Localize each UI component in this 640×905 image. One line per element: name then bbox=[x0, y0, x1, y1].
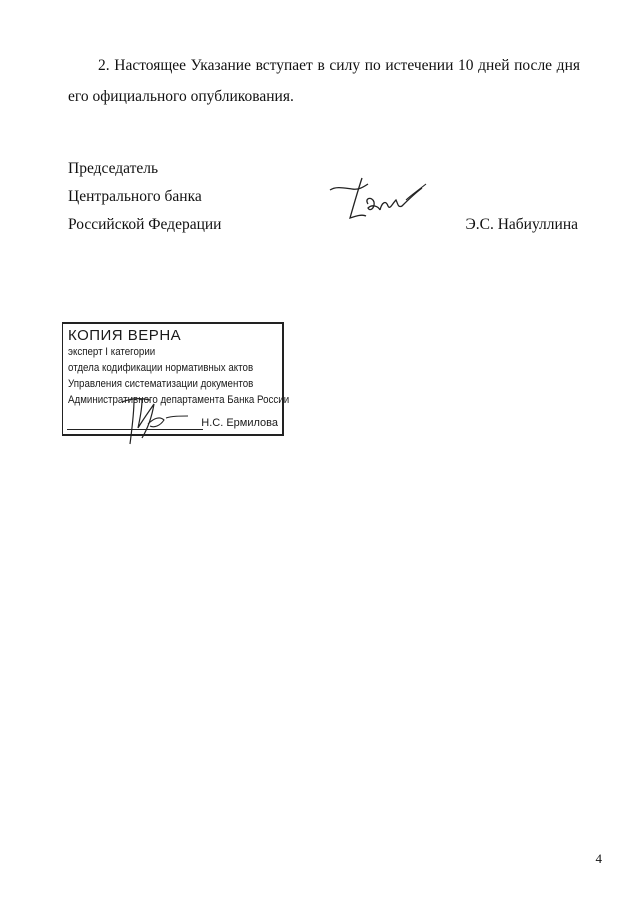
signer-title-line: Российской Федерации bbox=[68, 216, 222, 233]
handwritten-signature bbox=[322, 170, 432, 230]
paragraph-line-2: его официального опубликования. bbox=[68, 88, 294, 105]
signer-title-line: Председатель bbox=[68, 160, 159, 177]
signer-title-line: Центрального банка bbox=[68, 188, 202, 205]
stamp-header: КОПИЯ ВЕРНА bbox=[68, 327, 182, 344]
stamp-signer-name: Н.С. Ермилова bbox=[201, 417, 278, 429]
stamp-line: эксперт I категории bbox=[68, 346, 156, 358]
stamp-handwritten-signature bbox=[112, 388, 192, 450]
signer-name: Э.С. Набиуллина bbox=[465, 216, 578, 233]
stamp-line: отдела кодификации нормативных актов bbox=[68, 362, 254, 374]
stamp-line: Административного департамента Банка России bbox=[68, 394, 290, 406]
stamp-line: Управления систематизации документов bbox=[68, 378, 254, 390]
body-paragraph bbox=[68, 50, 580, 112]
signer-title-block bbox=[68, 155, 221, 239]
page-number: 4 bbox=[595, 851, 602, 866]
paragraph-line-1: 2. Настоящее Указание вступает в силу по истечении 10 дней после дня bbox=[98, 57, 580, 74]
